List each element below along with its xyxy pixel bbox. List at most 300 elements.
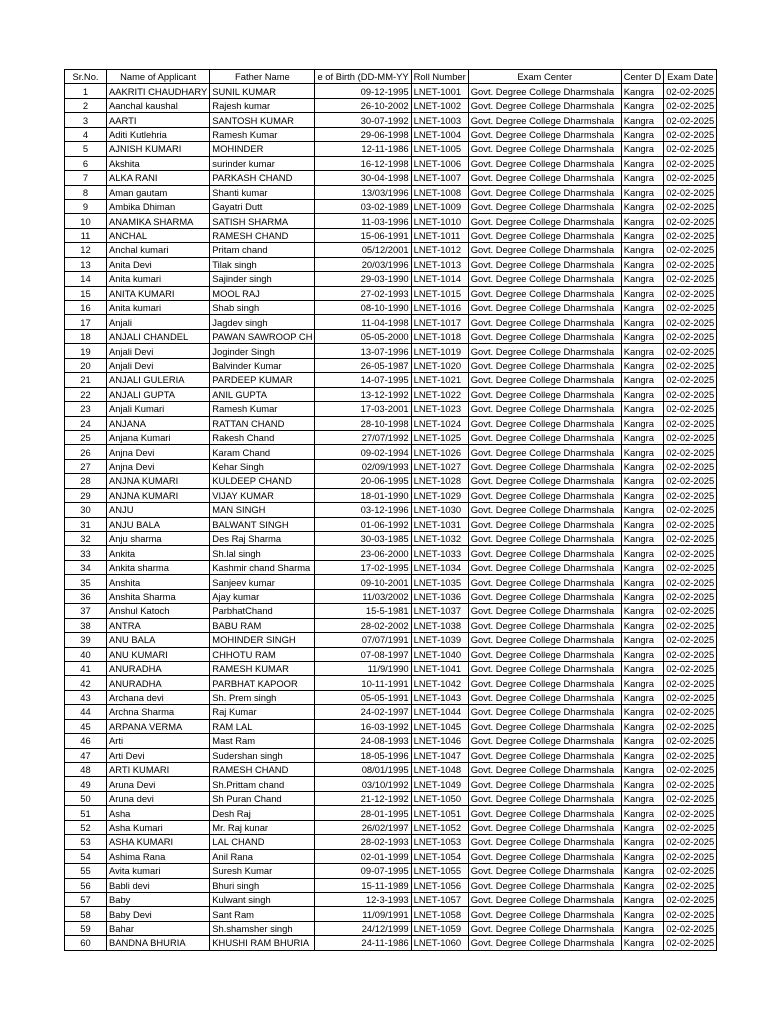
cell-exam-center: Govt. Degree College Dharmshala	[468, 546, 621, 560]
cell-applicant-name: Anshul Katoch	[107, 604, 210, 618]
cell-exam-center: Govt. Degree College Dharmshala	[468, 618, 621, 632]
cell-exam-date: 02-02-2025	[664, 791, 717, 805]
cell-sr-no: 4	[65, 127, 107, 141]
cell-exam-date: 02-02-2025	[664, 416, 717, 430]
cell-applicant-name: Anita Devi	[107, 257, 210, 271]
cell-exam-center: Govt. Degree College Dharmshala	[468, 532, 621, 546]
cell-exam-center: Govt. Degree College Dharmshala	[468, 301, 621, 315]
cell-roll-number: LNET-1021	[411, 373, 468, 387]
cell-center-district: Kangra	[621, 243, 664, 257]
cell-applicant-name: Asha	[107, 806, 210, 820]
cell-exam-date: 02-02-2025	[664, 171, 717, 185]
cell-father-name: RAM LAL	[210, 719, 315, 733]
cell-sr-no: 28	[65, 474, 107, 488]
cell-exam-center: Govt. Degree College Dharmshala	[468, 604, 621, 618]
cell-center-district: Kangra	[621, 315, 664, 329]
cell-father-name: KHUSHI RAM BHURIA	[210, 936, 315, 950]
cell-exam-center: Govt. Degree College Dharmshala	[468, 560, 621, 574]
cell-father-name: Sh Puran Chand	[210, 791, 315, 805]
table-row	[65, 286, 717, 300]
cell-applicant-name: ANJNA KUMARI	[107, 488, 210, 502]
cell-center-district: Kangra	[621, 156, 664, 170]
cell-exam-date: 02-02-2025	[664, 315, 717, 329]
cell-exam-center: Govt. Degree College Dharmshala	[468, 214, 621, 228]
cell-sr-no: 35	[65, 575, 107, 589]
cell-center-district: Kangra	[621, 329, 664, 343]
applicant-table	[64, 69, 717, 951]
cell-sr-no: 20	[65, 358, 107, 372]
cell-exam-center: Govt. Degree College Dharmshala	[468, 445, 621, 459]
cell-date-of-birth: 08/01/1995	[315, 763, 411, 777]
cell-father-name: CHHOTU RAM	[210, 647, 315, 661]
table-row	[65, 214, 717, 228]
cell-exam-center: Govt. Degree College Dharmshala	[468, 575, 621, 589]
cell-sr-no: 22	[65, 387, 107, 401]
cell-exam-date: 02-02-2025	[664, 806, 717, 820]
cell-father-name: Sh.shamsher singh	[210, 921, 315, 935]
cell-sr-no: 17	[65, 315, 107, 329]
cell-father-name: Sajinder singh	[210, 272, 315, 286]
cell-exam-date: 02-02-2025	[664, 676, 717, 690]
cell-center-district: Kangra	[621, 373, 664, 387]
cell-applicant-name: Anshita Sharma	[107, 589, 210, 603]
cell-date-of-birth: 30-07-1992	[315, 113, 411, 127]
cell-applicant-name: Anjali Devi	[107, 344, 210, 358]
cell-father-name: BABU RAM	[210, 618, 315, 632]
cell-sr-no: 21	[65, 373, 107, 387]
cell-father-name: Mr. Raj kunar	[210, 820, 315, 834]
cell-father-name: Rakesh Chand	[210, 430, 315, 444]
cell-exam-date: 02-02-2025	[664, 748, 717, 762]
cell-center-district: Kangra	[621, 459, 664, 473]
cell-exam-center: Govt. Degree College Dharmshala	[468, 387, 621, 401]
cell-sr-no: 53	[65, 835, 107, 849]
cell-exam-date: 02-02-2025	[664, 430, 717, 444]
cell-applicant-name: Babli devi	[107, 878, 210, 892]
cell-date-of-birth: 20/03/1996	[315, 257, 411, 271]
cell-applicant-name: ANU KUMARI	[107, 647, 210, 661]
header-exam-center: Exam Center	[468, 70, 621, 84]
table-row	[65, 705, 717, 719]
cell-applicant-name: Arti	[107, 734, 210, 748]
cell-exam-center: Govt. Degree College Dharmshala	[468, 748, 621, 762]
cell-applicant-name: Archna Sharma	[107, 705, 210, 719]
cell-applicant-name: ANURADHA	[107, 676, 210, 690]
cell-exam-date: 02-02-2025	[664, 633, 717, 647]
cell-sr-no: 44	[65, 705, 107, 719]
cell-exam-center: Govt. Degree College Dharmshala	[468, 185, 621, 199]
cell-sr-no: 8	[65, 185, 107, 199]
cell-date-of-birth: 11-03-1996	[315, 214, 411, 228]
cell-roll-number: LNET-1044	[411, 705, 468, 719]
cell-roll-number: LNET-1038	[411, 618, 468, 632]
table-row	[65, 806, 717, 820]
cell-date-of-birth: 23-06-2000	[315, 546, 411, 560]
cell-date-of-birth: 29-06-1998	[315, 127, 411, 141]
cell-applicant-name: ARTI KUMARI	[107, 763, 210, 777]
cell-exam-date: 02-02-2025	[664, 589, 717, 603]
cell-applicant-name: Baby	[107, 892, 210, 906]
cell-exam-center: Govt. Degree College Dharmshala	[468, 358, 621, 372]
cell-sr-no: 29	[65, 488, 107, 502]
cell-father-name: Ramesh Kumar	[210, 402, 315, 416]
cell-exam-center: Govt. Degree College Dharmshala	[468, 589, 621, 603]
cell-center-district: Kangra	[621, 402, 664, 416]
cell-father-name: Tilak singh	[210, 257, 315, 271]
cell-roll-number: LNET-1039	[411, 633, 468, 647]
cell-exam-date: 02-02-2025	[664, 257, 717, 271]
cell-sr-no: 40	[65, 647, 107, 661]
cell-center-district: Kangra	[621, 748, 664, 762]
table-row	[65, 892, 717, 906]
cell-exam-date: 02-02-2025	[664, 228, 717, 242]
cell-center-district: Kangra	[621, 676, 664, 690]
cell-roll-number: LNET-1032	[411, 532, 468, 546]
cell-exam-date: 02-02-2025	[664, 286, 717, 300]
cell-applicant-name: Arti Devi	[107, 748, 210, 762]
cell-center-district: Kangra	[621, 301, 664, 315]
cell-father-name: Raj Kumar	[210, 705, 315, 719]
cell-date-of-birth: 15-06-1991	[315, 228, 411, 242]
cell-sr-no: 12	[65, 243, 107, 257]
cell-applicant-name: Ashima Rana	[107, 849, 210, 863]
cell-father-name: Sh.Prittam chand	[210, 777, 315, 791]
cell-exam-center: Govt. Degree College Dharmshala	[468, 257, 621, 271]
cell-sr-no: 43	[65, 690, 107, 704]
cell-roll-number: LNET-1027	[411, 459, 468, 473]
cell-date-of-birth: 18-01-1990	[315, 488, 411, 502]
cell-exam-center: Govt. Degree College Dharmshala	[468, 763, 621, 777]
cell-father-name: Sudershan singh	[210, 748, 315, 762]
cell-sr-no: 39	[65, 633, 107, 647]
cell-date-of-birth: 05-05-2000	[315, 329, 411, 343]
cell-applicant-name: Anjna Devi	[107, 459, 210, 473]
header-center-district: Center D	[621, 70, 664, 84]
cell-center-district: Kangra	[621, 936, 664, 950]
cell-exam-center: Govt. Degree College Dharmshala	[468, 734, 621, 748]
table-row	[65, 748, 717, 762]
cell-applicant-name: Anju sharma	[107, 532, 210, 546]
cell-applicant-name: Anchal kumari	[107, 243, 210, 257]
cell-exam-date: 02-02-2025	[664, 243, 717, 257]
cell-sr-no: 19	[65, 344, 107, 358]
cell-applicant-name: Anjali	[107, 315, 210, 329]
cell-date-of-birth: 13-07-1996	[315, 344, 411, 358]
cell-sr-no: 60	[65, 936, 107, 950]
table-row	[65, 430, 717, 444]
cell-exam-date: 02-02-2025	[664, 387, 717, 401]
cell-father-name: SUNIL KUMAR	[210, 84, 315, 98]
cell-exam-date: 02-02-2025	[664, 777, 717, 791]
cell-center-district: Kangra	[621, 791, 664, 805]
cell-exam-center: Govt. Degree College Dharmshala	[468, 661, 621, 675]
cell-exam-center: Govt. Degree College Dharmshala	[468, 864, 621, 878]
cell-roll-number: LNET-1054	[411, 849, 468, 863]
cell-father-name: ParbhatChand	[210, 604, 315, 618]
table-row	[65, 488, 717, 502]
cell-roll-number: LNET-1017	[411, 315, 468, 329]
header-applicant-name: Name of Applicant	[107, 70, 210, 84]
cell-date-of-birth: 10-11-1991	[315, 676, 411, 690]
cell-applicant-name: AAKRITI CHAUDHARY	[107, 84, 210, 98]
cell-father-name: Pritam chand	[210, 243, 315, 257]
cell-father-name: RAMESH CHAND	[210, 763, 315, 777]
cell-father-name: Gayatri Dutt	[210, 199, 315, 213]
cell-sr-no: 14	[65, 272, 107, 286]
cell-applicant-name: Anjana Kumari	[107, 430, 210, 444]
cell-applicant-name: Anjna Devi	[107, 445, 210, 459]
cell-roll-number: LNET-1014	[411, 272, 468, 286]
table-row	[65, 416, 717, 430]
cell-father-name: Bhuri singh	[210, 878, 315, 892]
cell-applicant-name: Archana devi	[107, 690, 210, 704]
cell-date-of-birth: 11/09/1991	[315, 907, 411, 921]
cell-roll-number: LNET-1043	[411, 690, 468, 704]
cell-roll-number: LNET-1055	[411, 864, 468, 878]
table-row	[65, 575, 717, 589]
table-row	[65, 171, 717, 185]
cell-applicant-name: Anjali Devi	[107, 358, 210, 372]
cell-exam-date: 02-02-2025	[664, 185, 717, 199]
cell-roll-number: LNET-1010	[411, 214, 468, 228]
table-row	[65, 517, 717, 531]
table-row	[65, 878, 717, 892]
cell-date-of-birth: 05/12/2001	[315, 243, 411, 257]
cell-roll-number: LNET-1004	[411, 127, 468, 141]
cell-roll-number: LNET-1002	[411, 98, 468, 112]
cell-sr-no: 48	[65, 763, 107, 777]
cell-father-name: Suresh Kumar	[210, 864, 315, 878]
cell-center-district: Kangra	[621, 127, 664, 141]
cell-father-name: Balvinder Kumar	[210, 358, 315, 372]
cell-father-name: Rajesh kumar	[210, 98, 315, 112]
cell-exam-date: 02-02-2025	[664, 618, 717, 632]
cell-sr-no: 30	[65, 503, 107, 517]
cell-sr-no: 3	[65, 113, 107, 127]
cell-sr-no: 13	[65, 257, 107, 271]
cell-roll-number: LNET-1013	[411, 257, 468, 271]
header-sr-no: Sr.No.	[65, 70, 107, 84]
cell-exam-center: Govt. Degree College Dharmshala	[468, 878, 621, 892]
cell-exam-center: Govt. Degree College Dharmshala	[468, 849, 621, 863]
cell-date-of-birth: 16-03-1992	[315, 719, 411, 733]
cell-date-of-birth: 28-01-1995	[315, 806, 411, 820]
cell-exam-center: Govt. Degree College Dharmshala	[468, 835, 621, 849]
cell-exam-date: 02-02-2025	[664, 734, 717, 748]
cell-roll-number: LNET-1006	[411, 156, 468, 170]
cell-date-of-birth: 05-05-1991	[315, 690, 411, 704]
header-roll-number: Roll Number	[411, 70, 468, 84]
cell-roll-number: LNET-1048	[411, 763, 468, 777]
cell-father-name: Ramesh Kumar	[210, 127, 315, 141]
cell-date-of-birth: 13-12-1992	[315, 387, 411, 401]
cell-applicant-name: ANJU BALA	[107, 517, 210, 531]
table-row	[65, 835, 717, 849]
cell-father-name: Kulwant singh	[210, 892, 315, 906]
cell-exam-center: Govt. Degree College Dharmshala	[468, 286, 621, 300]
cell-roll-number: LNET-1036	[411, 589, 468, 603]
header-exam-date: Exam Date	[664, 70, 717, 84]
cell-father-name: Shab singh	[210, 301, 315, 315]
cell-roll-number: LNET-1051	[411, 806, 468, 820]
cell-date-of-birth: 03-02-1989	[315, 199, 411, 213]
cell-father-name: SATISH SHARMA	[210, 214, 315, 228]
cell-center-district: Kangra	[621, 185, 664, 199]
cell-father-name: Shanti kumar	[210, 185, 315, 199]
table-body	[65, 84, 717, 950]
cell-roll-number: LNET-1060	[411, 936, 468, 950]
cell-center-district: Kangra	[621, 878, 664, 892]
cell-roll-number: LNET-1034	[411, 560, 468, 574]
cell-applicant-name: ANJALI GUPTA	[107, 387, 210, 401]
cell-roll-number: LNET-1025	[411, 430, 468, 444]
cell-father-name: Sh.lal singh	[210, 546, 315, 560]
cell-exam-center: Govt. Degree College Dharmshala	[468, 791, 621, 805]
table-row	[65, 589, 717, 603]
cell-center-district: Kangra	[621, 849, 664, 863]
cell-father-name: MOHINDER	[210, 142, 315, 156]
cell-exam-date: 02-02-2025	[664, 604, 717, 618]
table-row	[65, 474, 717, 488]
cell-center-district: Kangra	[621, 503, 664, 517]
cell-exam-center: Govt. Degree College Dharmshala	[468, 907, 621, 921]
cell-date-of-birth: 16-12-1998	[315, 156, 411, 170]
cell-exam-center: Govt. Degree College Dharmshala	[468, 503, 621, 517]
cell-date-of-birth: 03-12-1996	[315, 503, 411, 517]
cell-center-district: Kangra	[621, 661, 664, 675]
cell-roll-number: LNET-1029	[411, 488, 468, 502]
cell-exam-center: Govt. Degree College Dharmshala	[468, 430, 621, 444]
cell-center-district: Kangra	[621, 575, 664, 589]
cell-roll-number: LNET-1012	[411, 243, 468, 257]
cell-date-of-birth: 30-04-1998	[315, 171, 411, 185]
cell-applicant-name: Anita kumari	[107, 272, 210, 286]
cell-exam-date: 02-02-2025	[664, 907, 717, 921]
cell-date-of-birth: 28-10-1998	[315, 416, 411, 430]
cell-exam-date: 02-02-2025	[664, 127, 717, 141]
cell-applicant-name: Bahar	[107, 921, 210, 935]
cell-roll-number: LNET-1005	[411, 142, 468, 156]
cell-exam-center: Govt. Degree College Dharmshala	[468, 459, 621, 473]
cell-exam-date: 02-02-2025	[664, 373, 717, 387]
cell-center-district: Kangra	[621, 517, 664, 531]
cell-roll-number: LNET-1050	[411, 791, 468, 805]
cell-applicant-name: AARTI	[107, 113, 210, 127]
cell-applicant-name: Aruna Devi	[107, 777, 210, 791]
cell-exam-date: 02-02-2025	[664, 661, 717, 675]
cell-exam-date: 02-02-2025	[664, 719, 717, 733]
cell-applicant-name: Anita kumari	[107, 301, 210, 315]
cell-exam-date: 02-02-2025	[664, 878, 717, 892]
cell-father-name: Sant Ram	[210, 907, 315, 921]
cell-roll-number: LNET-1046	[411, 734, 468, 748]
cell-center-district: Kangra	[621, 892, 664, 906]
cell-sr-no: 55	[65, 864, 107, 878]
cell-applicant-name: Baby Devi	[107, 907, 210, 921]
cell-sr-no: 45	[65, 719, 107, 733]
table-row	[65, 445, 717, 459]
cell-roll-number: LNET-1045	[411, 719, 468, 733]
table-row	[65, 84, 717, 98]
cell-center-district: Kangra	[621, 907, 664, 921]
cell-roll-number: LNET-1026	[411, 445, 468, 459]
cell-roll-number: LNET-1019	[411, 344, 468, 358]
cell-father-name: Mast Ram	[210, 734, 315, 748]
cell-sr-no: 32	[65, 532, 107, 546]
cell-center-district: Kangra	[621, 387, 664, 401]
cell-center-district: Kangra	[621, 98, 664, 112]
cell-date-of-birth: 09-12-1995	[315, 84, 411, 98]
cell-date-of-birth: 24/12/1999	[315, 921, 411, 935]
table-row	[65, 763, 717, 777]
cell-sr-no: 37	[65, 604, 107, 618]
cell-exam-center: Govt. Degree College Dharmshala	[468, 921, 621, 935]
table-row	[65, 329, 717, 343]
cell-center-district: Kangra	[621, 199, 664, 213]
cell-sr-no: 36	[65, 589, 107, 603]
cell-date-of-birth: 15-11-1989	[315, 878, 411, 892]
cell-center-district: Kangra	[621, 416, 664, 430]
cell-father-name: Anil Rana	[210, 849, 315, 863]
cell-sr-no: 9	[65, 199, 107, 213]
cell-father-name: RATTAN CHAND	[210, 416, 315, 430]
header-father-name: Father Name	[210, 70, 315, 84]
cell-exam-center: Govt. Degree College Dharmshala	[468, 690, 621, 704]
cell-date-of-birth: 21-12-1992	[315, 791, 411, 805]
cell-exam-center: Govt. Degree College Dharmshala	[468, 373, 621, 387]
table-row	[65, 358, 717, 372]
cell-roll-number: LNET-1035	[411, 575, 468, 589]
cell-sr-no: 2	[65, 98, 107, 112]
cell-father-name: PAWAN SAWROOP CH	[210, 329, 315, 343]
cell-sr-no: 57	[65, 892, 107, 906]
header-date-of-birth: e of Birth (DD-MM-YY	[315, 70, 411, 84]
table-row	[65, 199, 717, 213]
cell-exam-date: 02-02-2025	[664, 820, 717, 834]
cell-center-district: Kangra	[621, 705, 664, 719]
cell-applicant-name: Aanchal kaushal	[107, 98, 210, 112]
cell-date-of-birth: 18-05-1996	[315, 748, 411, 762]
table-row	[65, 676, 717, 690]
cell-father-name: Sh. Prem singh	[210, 690, 315, 704]
cell-center-district: Kangra	[621, 228, 664, 242]
cell-exam-date: 02-02-2025	[664, 214, 717, 228]
cell-roll-number: LNET-1024	[411, 416, 468, 430]
cell-applicant-name: ANU BALA	[107, 633, 210, 647]
cell-roll-number: LNET-1020	[411, 358, 468, 372]
cell-date-of-birth: 11/9/1990	[315, 661, 411, 675]
cell-applicant-name: ANTRA	[107, 618, 210, 632]
cell-exam-center: Govt. Degree College Dharmshala	[468, 156, 621, 170]
cell-exam-date: 02-02-2025	[664, 575, 717, 589]
cell-father-name: PARKASH CHAND	[210, 171, 315, 185]
cell-exam-center: Govt. Degree College Dharmshala	[468, 142, 621, 156]
cell-date-of-birth: 28-02-2002	[315, 618, 411, 632]
cell-center-district: Kangra	[621, 286, 664, 300]
cell-father-name: Kashmir chand Sharma	[210, 560, 315, 574]
cell-center-district: Kangra	[621, 690, 664, 704]
cell-sr-no: 38	[65, 618, 107, 632]
table-row	[65, 98, 717, 112]
cell-roll-number: LNET-1059	[411, 921, 468, 935]
cell-roll-number: LNET-1031	[411, 517, 468, 531]
table-row	[65, 604, 717, 618]
cell-exam-date: 02-02-2025	[664, 532, 717, 546]
cell-center-district: Kangra	[621, 445, 664, 459]
cell-center-district: Kangra	[621, 719, 664, 733]
table-row	[65, 921, 717, 935]
cell-date-of-birth: 20-06-1995	[315, 474, 411, 488]
